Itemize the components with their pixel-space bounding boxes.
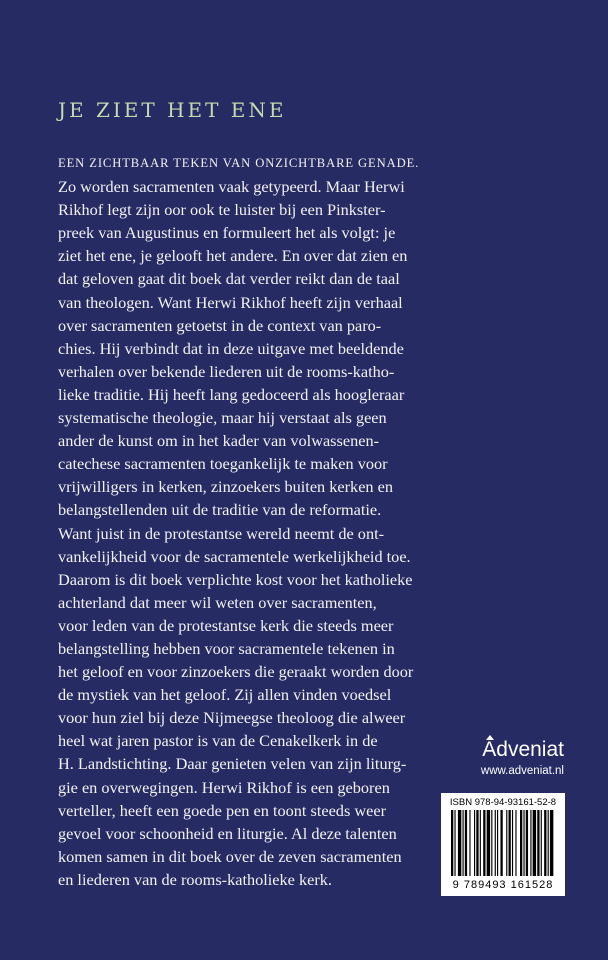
blurb-line: Zo worden sacramenten vaak getypeerd. Maar Herwi bbox=[58, 177, 405, 197]
blurb-line: verhalen over bekende liederen uit de rooms-katho- bbox=[58, 361, 395, 381]
blurb-line: Daarom is dit boek verplichte kost voor het katholieke bbox=[58, 569, 413, 589]
blurb-line: vrijwilligers in kerken, zinzoekers buiten kerken en bbox=[58, 477, 394, 497]
publisher-name: Adveniat bbox=[482, 738, 564, 761]
publisher-block bbox=[481, 738, 564, 777]
barcode-bars-icon bbox=[447, 810, 559, 880]
blurb-line: over sacramenten getoetst in de context van paro- bbox=[58, 315, 382, 335]
blurb-line: gie en overwegingen. Herwi Rikhof is een geboren bbox=[58, 777, 390, 797]
blurb-line: ander de kunst om in het kader van volwassenen- bbox=[58, 431, 380, 451]
book-title: JE ZIET HET ENE bbox=[58, 98, 287, 122]
blurb-line: van theologen. Want Herwi Rikhof heeft zijn verhaal bbox=[58, 292, 403, 312]
blurb-line: heel wat jaren pastor is van de Cenakelkerk in de bbox=[58, 731, 378, 751]
publisher-url: www.adveniat.nl bbox=[480, 765, 564, 777]
blurb-line: chies. Hij verbindt dat in deze uitgave met beeldende bbox=[58, 338, 404, 358]
blurb-line: komen samen in dit boek over de zeven sacramenten bbox=[58, 846, 402, 866]
blurb-line: belangstelling hebben voor sacramentele tekenen in bbox=[58, 638, 395, 658]
blurb-line: de mystiek van het geloof. Zij allen vinden voedsel bbox=[58, 685, 392, 705]
blurb-line: dat geloven gaat dit boek dat verder reikt dan de taal bbox=[58, 269, 400, 289]
blurb-line: het geloof en voor zinzoekers die geraakt worden door bbox=[58, 662, 414, 682]
blurb-line: preek van Augustinus en formuleert het als volgt: je bbox=[58, 223, 396, 243]
blurb-line: verteller, heeft een goede pen en toont steeds weer bbox=[58, 800, 386, 820]
blurb-line: lieke traditie. Hij heeft lang gedoceerd als hoogleraar bbox=[58, 384, 405, 404]
blurb-line: en liederen van de rooms-katholieke kerk. bbox=[58, 869, 332, 889]
blurb-line: Rikhof legt zijn oor ook te luister bij een Pinkster- bbox=[58, 200, 386, 220]
blurb-line: EEN ZICHTBAAR TEKEN VAN ONZICHTBARE GENADE. bbox=[58, 156, 420, 170]
blurb-line: gevoel voor schoonheid en liturgie. Al deze talenten bbox=[58, 823, 397, 843]
blurb-line: achterland dat meer wil weten over sacramenten, bbox=[58, 592, 377, 612]
blurb-line: voor hun ziel bij deze Nijmeegse theoloog die alweer bbox=[58, 708, 406, 728]
blurb-line: systematische theologie, maar hij verstaat als geen bbox=[58, 408, 387, 428]
blurb-line: vankelijkheid voor de sacramentele werkelijkheid toe. bbox=[58, 546, 411, 566]
isbn-label: ISBN 978-94-93161-52-8 bbox=[449, 797, 557, 808]
blurb-line: Want juist in de protestantse wereld neemt de ont- bbox=[58, 523, 385, 543]
blurb-line: belangstellenden uit de traditie van de reformatie. bbox=[58, 500, 382, 520]
blurb-line: H. Landstichting. Daar genieten velen van zijn liturg- bbox=[58, 754, 407, 774]
blurb-text bbox=[58, 152, 428, 891]
barcode-digits: 9 789493 161528 bbox=[452, 879, 554, 891]
blurb-line: ziet het ene, je gelooft het andere. En over dat zien en bbox=[58, 246, 408, 266]
publisher-logo bbox=[481, 738, 564, 762]
blurb-line: voor leden van de protestantse kerk die steeds meer bbox=[58, 615, 394, 635]
isbn-barcode bbox=[441, 793, 565, 896]
blurb-line: catechese sacramenten toegankelijk te maken voor bbox=[58, 454, 388, 474]
